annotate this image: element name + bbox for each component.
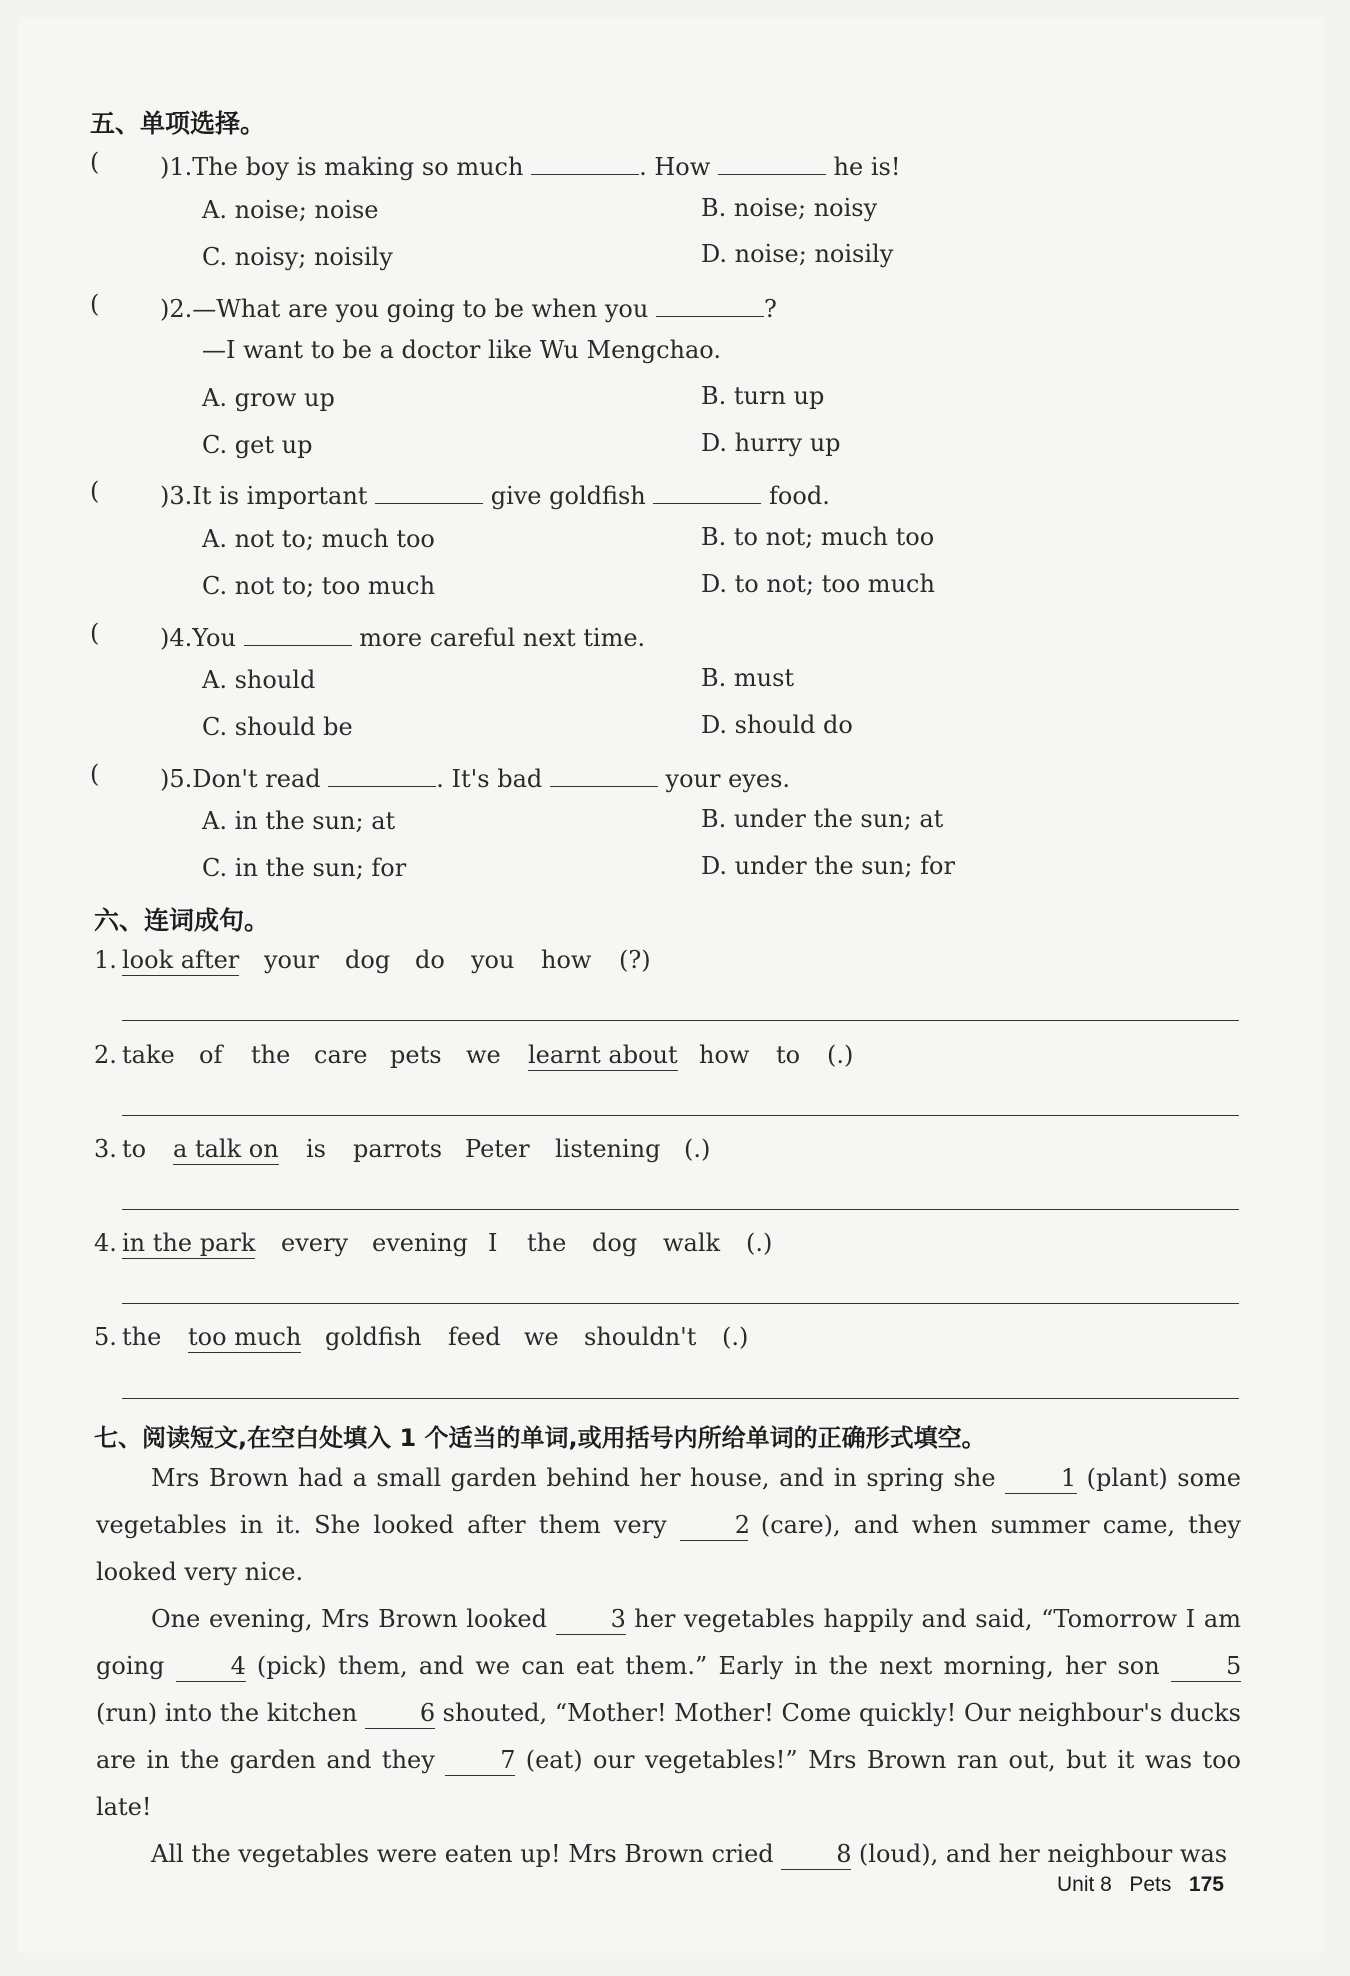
blank-3[interactable]: 3 <box>556 1604 626 1635</box>
word-chip: (?) <box>619 946 651 974</box>
option-a: A. not to; much too <box>202 525 435 553</box>
page-number: 175 <box>1188 1873 1224 1896</box>
item-number: 4. <box>94 1229 117 1257</box>
option-d: D. should do <box>701 711 853 739</box>
answer-line[interactable] <box>122 1020 1239 1021</box>
word-chip: do <box>415 946 445 974</box>
word-chip: you <box>471 946 515 974</box>
word-chip: your <box>264 946 319 974</box>
blank-4[interactable]: 4 <box>176 1651 246 1682</box>
word-chip: in the park <box>122 1229 256 1257</box>
word-chip: how <box>699 1041 750 1069</box>
word-chip: (.) <box>722 1323 749 1351</box>
word-chip: (.) <box>746 1229 773 1257</box>
answer-paren: ( <box>90 477 100 505</box>
option-d: D. under the sun; for <box>701 852 955 880</box>
word-chip: to <box>776 1041 801 1069</box>
word-chip: every <box>281 1229 348 1257</box>
answer-paren: ( <box>90 619 100 647</box>
option-a: A. grow up <box>202 384 335 412</box>
question-stem: )5.Don't read . It's bad your eyes. <box>160 760 790 793</box>
word-chip: the <box>527 1229 567 1257</box>
section-7-heading: 七、阅读短文,在空白处填入 1 个适当的单词,或用括号内所给单词的正确形式填空。 <box>94 1424 986 1452</box>
option-d: D. hurry up <box>701 429 841 457</box>
question-response-line: —I want to be a doctor like Wu Mengchao. <box>202 336 721 364</box>
blank[interactable] <box>375 477 483 504</box>
section-6-heading: 六、连词成句。 <box>94 906 270 935</box>
word-chip: goldfish <box>325 1323 422 1351</box>
option-b: B. under the sun; at <box>701 805 944 833</box>
answer-paren: ( <box>90 760 100 788</box>
answer-line[interactable] <box>122 1209 1239 1210</box>
word-chip: shouldn't <box>584 1323 697 1351</box>
blank[interactable] <box>718 148 826 175</box>
word-chip: how <box>541 946 592 974</box>
answer-line[interactable] <box>122 1398 1239 1399</box>
word-chip: Peter <box>465 1135 530 1163</box>
word-chip: feed <box>448 1323 501 1351</box>
section-5-heading: 五、单项选择。 <box>90 109 266 138</box>
word-chip: care <box>314 1041 368 1069</box>
passage-paragraph-1: Mrs Brown had a small garden behind her house, and in spring she 1 (plant) some vegetables in it. She looked after them very 2 (care), and when summer came, they looked very nice. <box>96 1464 1242 1586</box>
option-b: B. must <box>701 664 795 692</box>
answer-paren: ( <box>90 148 100 176</box>
option-c: C. in the sun; for <box>202 854 407 882</box>
option-a: A. noise; noise <box>202 196 379 224</box>
word-chip: I <box>488 1229 498 1257</box>
option-a: A. should <box>202 666 316 694</box>
word-chip: learnt about <box>528 1041 678 1069</box>
word-chip: is <box>306 1135 326 1163</box>
word-chip: dog <box>592 1229 638 1257</box>
question-stem: )4.You more careful next time. <box>160 619 645 652</box>
blank[interactable] <box>656 290 764 317</box>
blank[interactable] <box>653 477 761 504</box>
option-c: C. should be <box>202 713 353 741</box>
word-chip: listening <box>555 1135 661 1163</box>
word-chip: the <box>251 1041 291 1069</box>
passage-paragraph-3: All the vegetables were eaten up! Mrs Brown cried 8 (loud), and her neighbour was <box>151 1840 1228 1868</box>
word-chip: a talk on <box>173 1135 279 1163</box>
blank-7[interactable]: 7 <box>445 1745 515 1776</box>
blank[interactable] <box>328 760 436 787</box>
unit-label: Unit 8 <box>1057 1873 1112 1896</box>
word-chip: we <box>524 1323 559 1351</box>
option-b: B. to not; much too <box>701 523 935 551</box>
word-chip: of <box>199 1041 223 1069</box>
blank[interactable] <box>244 619 352 646</box>
reading-passage <box>96 1455 1241 1878</box>
word-chip: dog <box>345 946 391 974</box>
unit-title: Pets <box>1129 1873 1172 1896</box>
word-chip: (.) <box>827 1041 854 1069</box>
word-chip: parrots <box>353 1135 443 1163</box>
item-number: 3. <box>94 1135 117 1163</box>
option-b: B. turn up <box>701 382 825 410</box>
question-stem: )1.The boy is making so much . How he is! <box>160 148 900 181</box>
blank[interactable] <box>531 148 639 175</box>
blank-6[interactable]: 6 <box>365 1698 435 1729</box>
word-chip: too much <box>188 1323 302 1351</box>
answer-line[interactable] <box>122 1303 1239 1304</box>
answer-paren: ( <box>90 290 100 318</box>
word-chip: take <box>122 1041 175 1069</box>
blank-5[interactable]: 5 <box>1171 1651 1241 1682</box>
word-chip: the <box>122 1323 162 1351</box>
blank-2[interactable]: 2 <box>680 1510 748 1541</box>
passage-paragraph-2: One evening, Mrs Brown looked 3 her vegetables happily and said, “Tomorrow I am going 4 (pick) them, and we can eat them.” Early in the next morning, her son 5 (run) into the kitchen 6 shouted, “Mother! Mother! Come quickly! Our neighbour's ducks are in the garden and they 7 (eat) our vegetables!” Mrs Brown ran out, but it was too late! <box>96 1605 1242 1821</box>
item-number: 2. <box>94 1041 117 1069</box>
blank-1[interactable]: 1 <box>1005 1463 1077 1494</box>
question-stem: )3.It is important give goldfish food. <box>160 477 830 510</box>
option-c: C. noisy; noisily <box>202 243 393 271</box>
item-number: 5. <box>94 1323 117 1351</box>
option-c: C. not to; too much <box>202 572 436 600</box>
word-chip: (.) <box>684 1135 711 1163</box>
word-chip: evening <box>372 1229 468 1257</box>
page-footer <box>1057 1873 1224 1897</box>
item-number: 1. <box>94 946 117 974</box>
word-chip: to <box>122 1135 147 1163</box>
word-chip: walk <box>663 1229 721 1257</box>
question-stem: )2.—What are you going to be when you ? <box>160 290 777 323</box>
option-c: C. get up <box>202 431 313 459</box>
option-b: B. noise; noisy <box>701 194 878 222</box>
word-chip: pets <box>390 1041 442 1069</box>
answer-line[interactable] <box>122 1115 1239 1116</box>
word-chip: look after <box>122 946 240 974</box>
blank[interactable] <box>550 760 658 787</box>
word-chip: we <box>466 1041 501 1069</box>
blank-8[interactable]: 8 <box>781 1839 851 1870</box>
option-d: D. noise; noisily <box>701 240 894 268</box>
option-d: D. to not; too much <box>701 570 935 598</box>
option-a: A. in the sun; at <box>202 807 396 835</box>
